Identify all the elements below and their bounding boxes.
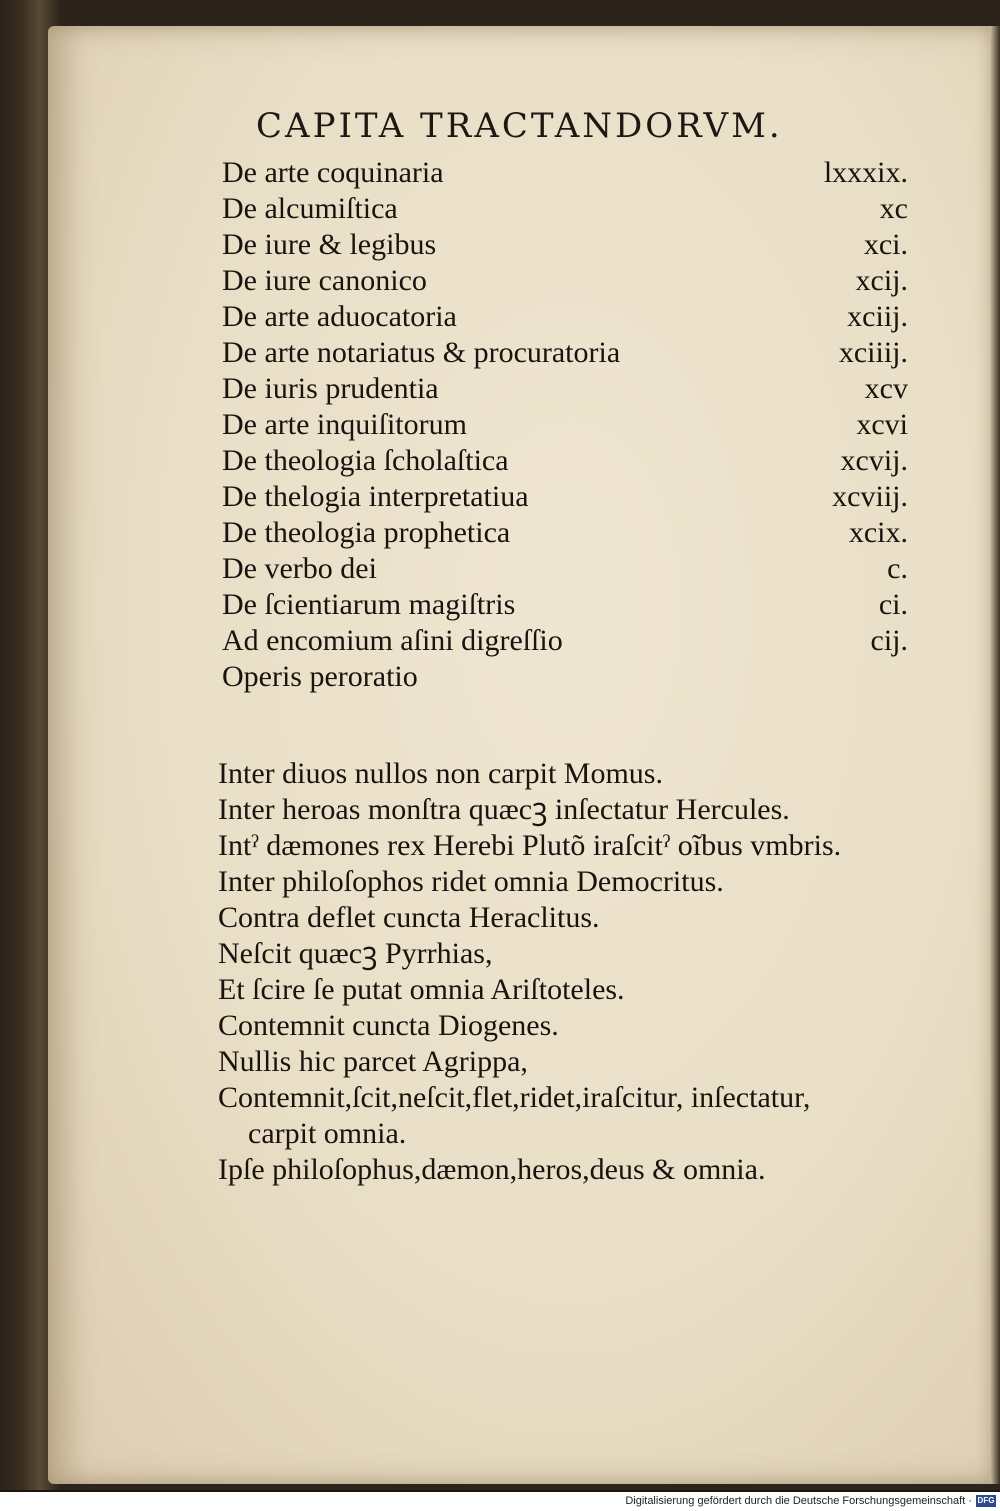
toc-entry-title: De theologia ſcholaſtica <box>222 444 509 477</box>
verse-line: Et ſcire ſe putat omnia Ariſtoteles. <box>218 973 625 1006</box>
toc-entry <box>222 300 912 336</box>
table-of-contents <box>222 156 912 696</box>
verse-line: Intˀ dæmones rex Herebi Plutõ iraſcitˀ oĩbus vmbris. <box>218 829 842 862</box>
toc-entry <box>222 264 912 300</box>
toc-entry <box>222 372 912 408</box>
toc-entry <box>222 408 912 444</box>
toc-entry <box>222 336 912 372</box>
toc-entry-title: De iuris prudentia <box>222 372 439 405</box>
toc-entry <box>222 588 912 624</box>
toc-entry <box>222 552 912 588</box>
toc-entry-title: De theologia prophetica <box>222 516 511 549</box>
toc-entry-title: De verbo dei <box>222 552 377 585</box>
toc-entry-number: xcviij. <box>832 480 908 513</box>
verse-line: Inter philoſophos ridet omnia Democritus. <box>218 865 724 898</box>
verse-line: carpit omnia. <box>248 1117 407 1150</box>
toc-entry-number: xciij. <box>847 300 908 333</box>
funding-credit: Digitalisierung gefördert durch die Deutsche Forschungsgemeinschaft · <box>625 1495 972 1507</box>
verse-line: Nullis hic parcet Agrippa, <box>218 1045 528 1078</box>
verse-line: Inter diuos nullos non carpit Momus. <box>218 757 663 790</box>
toc-entry-title: De arte notariatus & procuratoria <box>222 336 621 369</box>
toc-entry-title: De iure canonico <box>222 264 427 297</box>
dfg-logo: DFG <box>977 1496 995 1505</box>
toc-entry-number: c. <box>887 552 908 585</box>
verse-line: Inter heroas monſtra quæcꝫ inſectatur Hercules. <box>218 793 790 826</box>
verse-line: Contemnit,ſcit,neſcit,flet,ridet,iraſcitur, inſectatur, <box>218 1081 811 1114</box>
toc-entry-title: De arte aduocatoria <box>222 300 457 333</box>
toc-entry <box>222 192 912 228</box>
toc-entry <box>222 156 912 192</box>
toc-entry-number: xcix. <box>848 516 908 549</box>
toc-entry <box>222 480 912 516</box>
toc-entry-number: lxxxix. <box>823 156 908 189</box>
toc-entry <box>222 228 912 264</box>
toc-entry-number: xciiij. <box>838 336 908 369</box>
epigram <box>218 756 938 1188</box>
toc-entry-number: xc <box>879 192 908 225</box>
toc-entry-title: De arte coquinaria <box>222 156 444 189</box>
toc-entry-number: xci. <box>863 228 908 261</box>
toc-entry-number: ci. <box>878 588 908 621</box>
page-edge <box>990 26 1000 1484</box>
toc-entry <box>222 516 912 552</box>
toc-entry-title: De alcumiſtica <box>222 192 398 225</box>
toc-entry-number: xcvij. <box>840 444 908 477</box>
toc-entry-number: cij. <box>870 624 908 657</box>
toc-entry <box>222 624 912 660</box>
page-title: CAPITA TRACTANDORVM. <box>256 106 783 146</box>
toc-entry-title: De iure & legibus <box>222 228 437 261</box>
toc-entry <box>222 444 912 480</box>
verse-line: Neſcit quæcꝫ Pyrrhias, <box>218 937 493 970</box>
verse-line: Contemnit cuncta Diogenes. <box>218 1009 559 1042</box>
digitization-footer <box>0 1492 1000 1511</box>
toc-entry-title: Ad encomium aſini digreſſio <box>222 624 563 657</box>
toc-entry-title: De ſcientiarum magiſtris <box>222 588 516 621</box>
toc-entry-title: De arte inquiſitorum <box>222 408 467 441</box>
toc-entry-number: xcvi <box>856 408 908 441</box>
toc-entry-number: xcv <box>864 372 908 405</box>
toc-entry-number: xcij. <box>855 264 908 297</box>
toc-entry-title: Operis peroratio <box>222 660 418 693</box>
verse-line: Ipſe philoſophus,dæmon,heros,deus & omnia. <box>218 1153 766 1186</box>
toc-entry <box>222 660 912 696</box>
toc-entry-title: De thelogia interpretatiua <box>222 480 529 513</box>
verse-line: Contra deflet cuncta Heraclitus. <box>218 901 600 934</box>
